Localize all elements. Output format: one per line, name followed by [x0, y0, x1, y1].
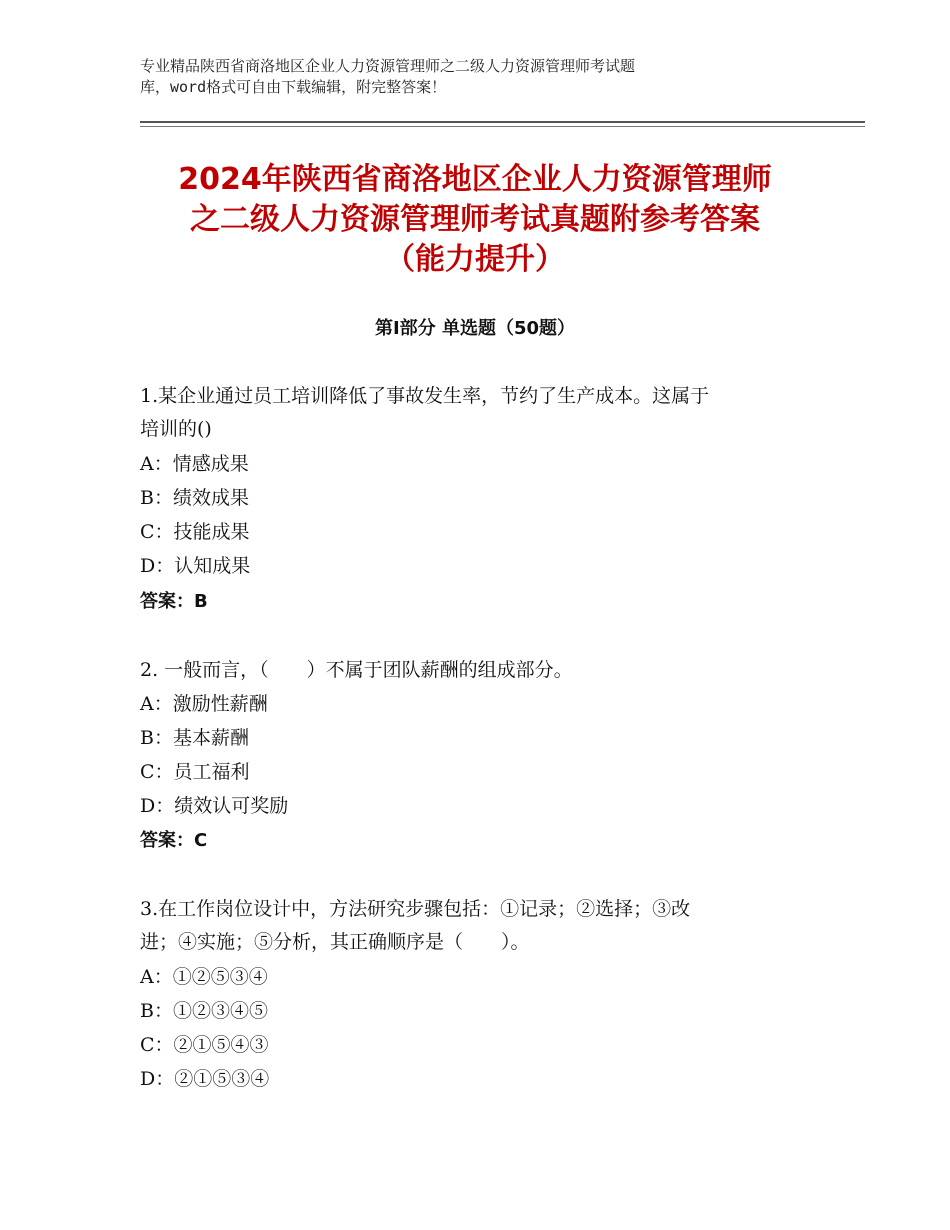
question-text-line2: 进；④实施；⑤分析，其正确顺序是（ ）。: [140, 931, 530, 953]
title-line3: （能力提升）: [385, 242, 565, 277]
question-text-line1: 3.在工作岗位设计中，方法研究步骤包括：①记录；②选择；③改: [140, 898, 691, 920]
question-text-line1: 2. 一般而言，（ ）不属于团队薪酬的组成部分。: [140, 659, 573, 681]
header-note: [140, 56, 780, 98]
header-note-line1: 专业精品陕西省商洛地区企业人力资源管理师之二级人力资源管理师考试题: [140, 57, 636, 75]
option-d: D：绩效认可奖励: [140, 795, 289, 817]
option-a: A：情感成果: [140, 453, 249, 475]
option-b: B：基本薪酬: [140, 727, 249, 749]
header-divider-thick: [140, 121, 865, 123]
question-text: [140, 380, 800, 446]
title-line1: 2024年陕西省商洛地区企业人力资源管理师: [178, 162, 772, 197]
option-c: C：技能成果: [140, 521, 250, 543]
section-heading: 第Ⅰ部分 单选题（50题）: [374, 318, 575, 339]
document-title: [130, 160, 820, 280]
question-text-line1: 1.某企业通过员工培训降低了事故发生率，节约了生产成本。这属于: [140, 385, 710, 407]
header-divider-thin: [140, 126, 865, 127]
title-line2: 之二级人力资源管理师考试真题附参考答案: [190, 202, 760, 237]
question-text: [140, 654, 800, 687]
question-text-line2: 培训的(): [140, 418, 212, 440]
option-a: A：激励性薪酬: [140, 693, 268, 715]
option-b: B：①②③④⑤: [140, 1000, 268, 1022]
option-a: A：①②⑤③④: [140, 966, 268, 988]
answer: 答案：B: [140, 591, 208, 612]
option-b: B：绩效成果: [140, 487, 249, 509]
header-note-line2: 库，word格式可自由下载编辑，附完整答案！: [140, 78, 447, 96]
option-c: C：员工福利: [140, 761, 250, 783]
answer: 答案：C: [140, 830, 208, 851]
option-d: D：②①⑤③④: [140, 1068, 270, 1090]
option-c: C：②①⑤④③: [140, 1034, 269, 1056]
option-d: D：认知成果: [140, 555, 251, 577]
question-text: [140, 893, 800, 959]
